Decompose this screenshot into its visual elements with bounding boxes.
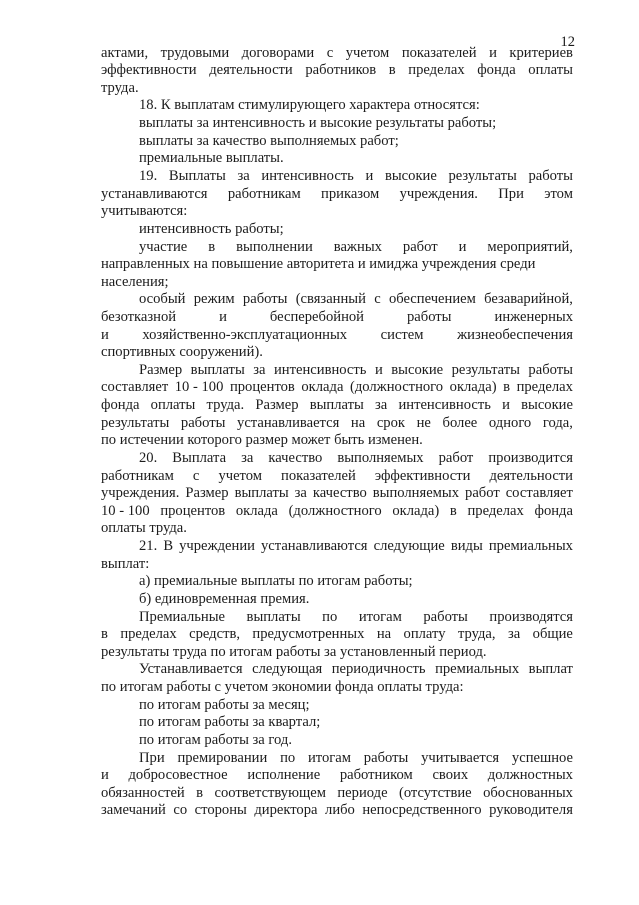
text-line xyxy=(101,396,573,414)
word: высокие xyxy=(391,362,444,378)
word: выплат xyxy=(528,661,573,677)
word: трудовыми xyxy=(160,45,230,61)
word: показателей xyxy=(401,45,477,61)
word: одного xyxy=(488,415,532,431)
word: учитывается xyxy=(421,750,500,766)
word: устанавливаются xyxy=(261,538,368,554)
word: мероприятий, xyxy=(487,239,573,255)
word: фонда xyxy=(477,62,516,78)
word: либо xyxy=(325,802,355,818)
word: итогам xyxy=(358,609,402,625)
word: б) единовременная премия. xyxy=(139,591,310,607)
text-line xyxy=(101,784,573,802)
word: устанавливается xyxy=(237,415,340,431)
text-line xyxy=(139,167,573,185)
word: по xyxy=(280,750,296,766)
page-number: 12 xyxy=(560,34,575,50)
word: 10 - 100 xyxy=(101,503,150,519)
word: эффективности xyxy=(374,468,471,484)
word: учреждении xyxy=(179,538,255,554)
word: успешное xyxy=(511,750,573,766)
word: добросовестное xyxy=(128,767,228,783)
text-line xyxy=(139,749,573,767)
word: систем xyxy=(380,327,424,343)
word: должностных xyxy=(487,767,573,783)
word: работников xyxy=(305,62,377,78)
word: срок xyxy=(376,415,405,431)
word: обязанностей xyxy=(101,785,185,801)
word: Премиальные xyxy=(139,609,225,625)
word: работ xyxy=(402,239,438,255)
word: актами, xyxy=(101,45,149,61)
word: Выплата xyxy=(172,450,227,466)
word: работы xyxy=(528,168,573,184)
word: следующие xyxy=(373,538,445,554)
word: выплат: xyxy=(101,556,150,572)
text-line xyxy=(139,132,399,150)
word: Размер xyxy=(139,362,183,378)
word: года, xyxy=(542,415,573,431)
word: производятся xyxy=(489,609,573,625)
text-line xyxy=(139,696,310,714)
word: жизнеобеспечения xyxy=(457,327,573,343)
word: выполнении xyxy=(236,239,313,255)
word: спортивных сооружений). xyxy=(101,344,263,360)
text-line xyxy=(101,502,573,520)
text-line xyxy=(101,79,139,97)
text-line xyxy=(101,431,423,449)
word: процентов xyxy=(229,379,295,395)
text-line xyxy=(101,185,573,203)
word: не xyxy=(416,415,431,431)
word: хозяйственно-эксплуатационных xyxy=(142,327,348,343)
text-line xyxy=(101,678,464,696)
word: работы xyxy=(528,362,573,378)
word: составляет xyxy=(101,379,169,395)
word: качество xyxy=(312,485,367,501)
word: Выплаты xyxy=(168,168,226,184)
word: работникам xyxy=(227,186,301,202)
word: премиальных xyxy=(435,661,520,677)
text-line xyxy=(139,713,320,731)
word: приказом xyxy=(321,186,380,202)
word: выполняемых xyxy=(372,485,460,501)
word: интенсивность работы; xyxy=(139,221,284,237)
word: за xyxy=(253,362,266,378)
text-line xyxy=(101,414,573,432)
word: за xyxy=(375,397,388,413)
text-line xyxy=(101,801,573,819)
word: на xyxy=(350,415,366,431)
word: пределах xyxy=(516,379,573,395)
word: 19. xyxy=(139,168,158,184)
word: работ xyxy=(438,450,474,466)
word: замечаний xyxy=(101,802,166,818)
word: итогам xyxy=(308,750,351,766)
word: выплаты xyxy=(246,609,301,625)
word: и xyxy=(101,767,109,783)
word: работ xyxy=(465,485,500,501)
text-line xyxy=(101,273,169,291)
word: пределах xyxy=(467,503,524,519)
text-line xyxy=(139,660,573,678)
text-line xyxy=(101,202,187,220)
word: оклада) xyxy=(392,503,440,519)
word: по xyxy=(322,609,338,625)
text-line xyxy=(101,255,535,273)
word: премировании xyxy=(177,750,268,766)
word: общие xyxy=(532,626,573,642)
word: инженерных xyxy=(494,309,573,325)
text-line xyxy=(101,61,573,79)
text-line xyxy=(101,467,573,485)
word: и xyxy=(502,397,510,413)
word: работником xyxy=(339,767,413,783)
word: бесперебойной xyxy=(269,309,364,325)
word: предусмотренных xyxy=(252,626,365,642)
word: учреждения. xyxy=(399,186,478,202)
word: 21. xyxy=(139,538,158,554)
word: в xyxy=(388,62,396,78)
word: особый xyxy=(139,291,186,307)
text-line xyxy=(139,238,573,256)
word: безаварийной, xyxy=(484,291,573,307)
word: участие xyxy=(139,239,188,255)
word: и xyxy=(458,239,467,255)
word: своих xyxy=(432,767,469,783)
word: направленных на повышение авторитета и имиджа учреждения среди xyxy=(101,256,536,272)
word: с xyxy=(374,291,381,307)
word: выплаты за интенсивность и высокие результаты работы; xyxy=(139,115,497,131)
word: 10 - 100 xyxy=(174,379,224,395)
text-line xyxy=(139,608,573,626)
word: и xyxy=(219,309,227,325)
word: выплаты xyxy=(234,485,289,501)
word: работы xyxy=(180,415,226,431)
word: учреждения. xyxy=(101,485,180,501)
text-line xyxy=(139,537,573,555)
text-line xyxy=(101,766,573,784)
word: на xyxy=(376,626,392,642)
word: Размер xyxy=(255,397,299,413)
word: 18. К выплатам стимулирующего характера относятся: xyxy=(139,97,480,113)
word: более xyxy=(442,415,478,431)
word: премиальные выплаты. xyxy=(139,150,284,166)
text-line xyxy=(101,484,573,502)
word: населения; xyxy=(101,274,169,290)
word: работникам xyxy=(101,468,174,484)
word: (связанный xyxy=(295,291,366,307)
word: труда, xyxy=(457,626,496,642)
word: учетом xyxy=(345,45,390,61)
word: с xyxy=(326,45,334,61)
text-line xyxy=(101,343,263,361)
text-line xyxy=(139,449,573,467)
word: непосредственного xyxy=(362,802,482,818)
text-line xyxy=(101,308,573,326)
word: результаты xyxy=(101,415,170,431)
word: выплаты xyxy=(309,397,364,413)
word: за xyxy=(294,485,307,501)
word: по итогам работы за квартал; xyxy=(139,714,321,730)
word: высокие xyxy=(384,168,437,184)
word: директора xyxy=(254,802,318,818)
word: со xyxy=(173,802,188,818)
text-line xyxy=(139,731,292,749)
word: режим xyxy=(193,291,235,307)
word: фонда xyxy=(534,503,573,519)
word: (отсутствие xyxy=(398,785,472,801)
word: оклада xyxy=(235,503,278,519)
word: оплаты труда. xyxy=(101,520,187,536)
word: этом xyxy=(544,186,573,202)
word: по итогам работы за год. xyxy=(139,732,292,748)
text-line xyxy=(139,290,573,308)
word: В xyxy=(163,538,174,554)
word: деятельности xyxy=(489,468,573,484)
text-line xyxy=(101,643,487,661)
word: работы xyxy=(363,750,409,766)
word: Размер xyxy=(185,485,229,501)
word: руководителя xyxy=(489,802,573,818)
word: в xyxy=(208,239,216,255)
word: и xyxy=(101,327,109,343)
text-line xyxy=(101,625,573,643)
word: оплаты xyxy=(150,397,196,413)
word: (должностного xyxy=(349,379,444,395)
word: в xyxy=(449,503,457,519)
word: труда. xyxy=(101,80,139,96)
text-line xyxy=(101,378,573,396)
word: результаты xyxy=(448,168,517,184)
word: пределах xyxy=(408,62,465,78)
word: обоснованных xyxy=(483,785,573,801)
word: за xyxy=(507,626,521,642)
word: работы xyxy=(242,291,288,307)
text-line xyxy=(101,555,149,573)
word: составляет xyxy=(505,485,573,501)
text-line xyxy=(139,220,284,238)
word: выплаты xyxy=(190,362,245,378)
text-line xyxy=(139,572,413,590)
word: за xyxy=(241,450,254,466)
word: качество xyxy=(268,450,323,466)
word: процентов xyxy=(160,503,226,519)
word: оплату xyxy=(403,626,446,642)
word: интенсивность xyxy=(398,397,491,413)
text-line xyxy=(101,519,187,537)
word: учетом xyxy=(218,468,262,484)
word: стороны xyxy=(194,802,247,818)
word: по итогам работы с учетом экономии фонда оплаты труда: xyxy=(101,679,464,695)
text-line xyxy=(139,590,309,608)
text-line xyxy=(139,361,573,379)
word: в xyxy=(503,379,511,395)
word: результаты труда по итогам работы за установленный период. xyxy=(101,644,487,660)
text-line xyxy=(139,114,496,132)
word: виды xyxy=(450,538,483,554)
word: показателей xyxy=(281,468,356,484)
word: оклада xyxy=(301,379,344,395)
word: производится xyxy=(488,450,573,466)
word: за xyxy=(237,168,250,184)
text-line xyxy=(139,96,480,114)
word: интенсивность xyxy=(261,168,354,184)
word: выплаты за качество выполняемых работ; xyxy=(139,133,399,149)
word: Устанавливается xyxy=(139,661,243,677)
word: важных xyxy=(333,239,382,255)
word: исполнение xyxy=(247,767,321,783)
word: и xyxy=(365,168,374,184)
word: по итогам работы за месяц; xyxy=(139,697,310,713)
word: критериев xyxy=(509,45,573,61)
word: выполняемых xyxy=(337,450,424,466)
word: соответствующем xyxy=(214,785,326,801)
word: обеспечением xyxy=(388,291,476,307)
word: деятельности xyxy=(209,62,293,78)
word: по истечении которого размер может быть изменен. xyxy=(101,432,423,448)
word: (должностного xyxy=(288,503,382,519)
word: средств, xyxy=(189,626,240,642)
word: периоде xyxy=(337,785,388,801)
word: оклада) xyxy=(449,379,497,395)
word: и xyxy=(489,45,497,61)
word: и xyxy=(374,362,383,378)
word: периодичность xyxy=(331,661,426,677)
word: эффективности xyxy=(101,62,197,78)
word: пределах xyxy=(120,626,177,642)
word: безотказной xyxy=(101,309,177,325)
word: с xyxy=(192,468,200,484)
text-line xyxy=(101,44,573,62)
word: При xyxy=(139,750,165,766)
word: премиальных xyxy=(488,538,573,554)
word: договорами xyxy=(241,45,315,61)
word: устанавливаются xyxy=(101,186,208,202)
word: в xyxy=(101,626,108,642)
word: При xyxy=(498,186,524,202)
word: 20. xyxy=(139,450,158,466)
text-line xyxy=(139,149,284,167)
text-line xyxy=(101,326,573,344)
word: следующая xyxy=(252,661,323,677)
word: интенсивность xyxy=(274,362,367,378)
word: оплаты xyxy=(528,62,573,78)
word: работы xyxy=(423,609,468,625)
word: результаты xyxy=(451,362,520,378)
word: высокие xyxy=(521,397,573,413)
word: работы xyxy=(407,309,452,325)
word: труда. xyxy=(206,397,245,413)
word: фонда xyxy=(101,397,140,413)
word: в xyxy=(196,785,204,801)
word: учитываются: xyxy=(101,203,188,219)
word: а) премиальные выплаты по итогам работы; xyxy=(139,573,413,589)
